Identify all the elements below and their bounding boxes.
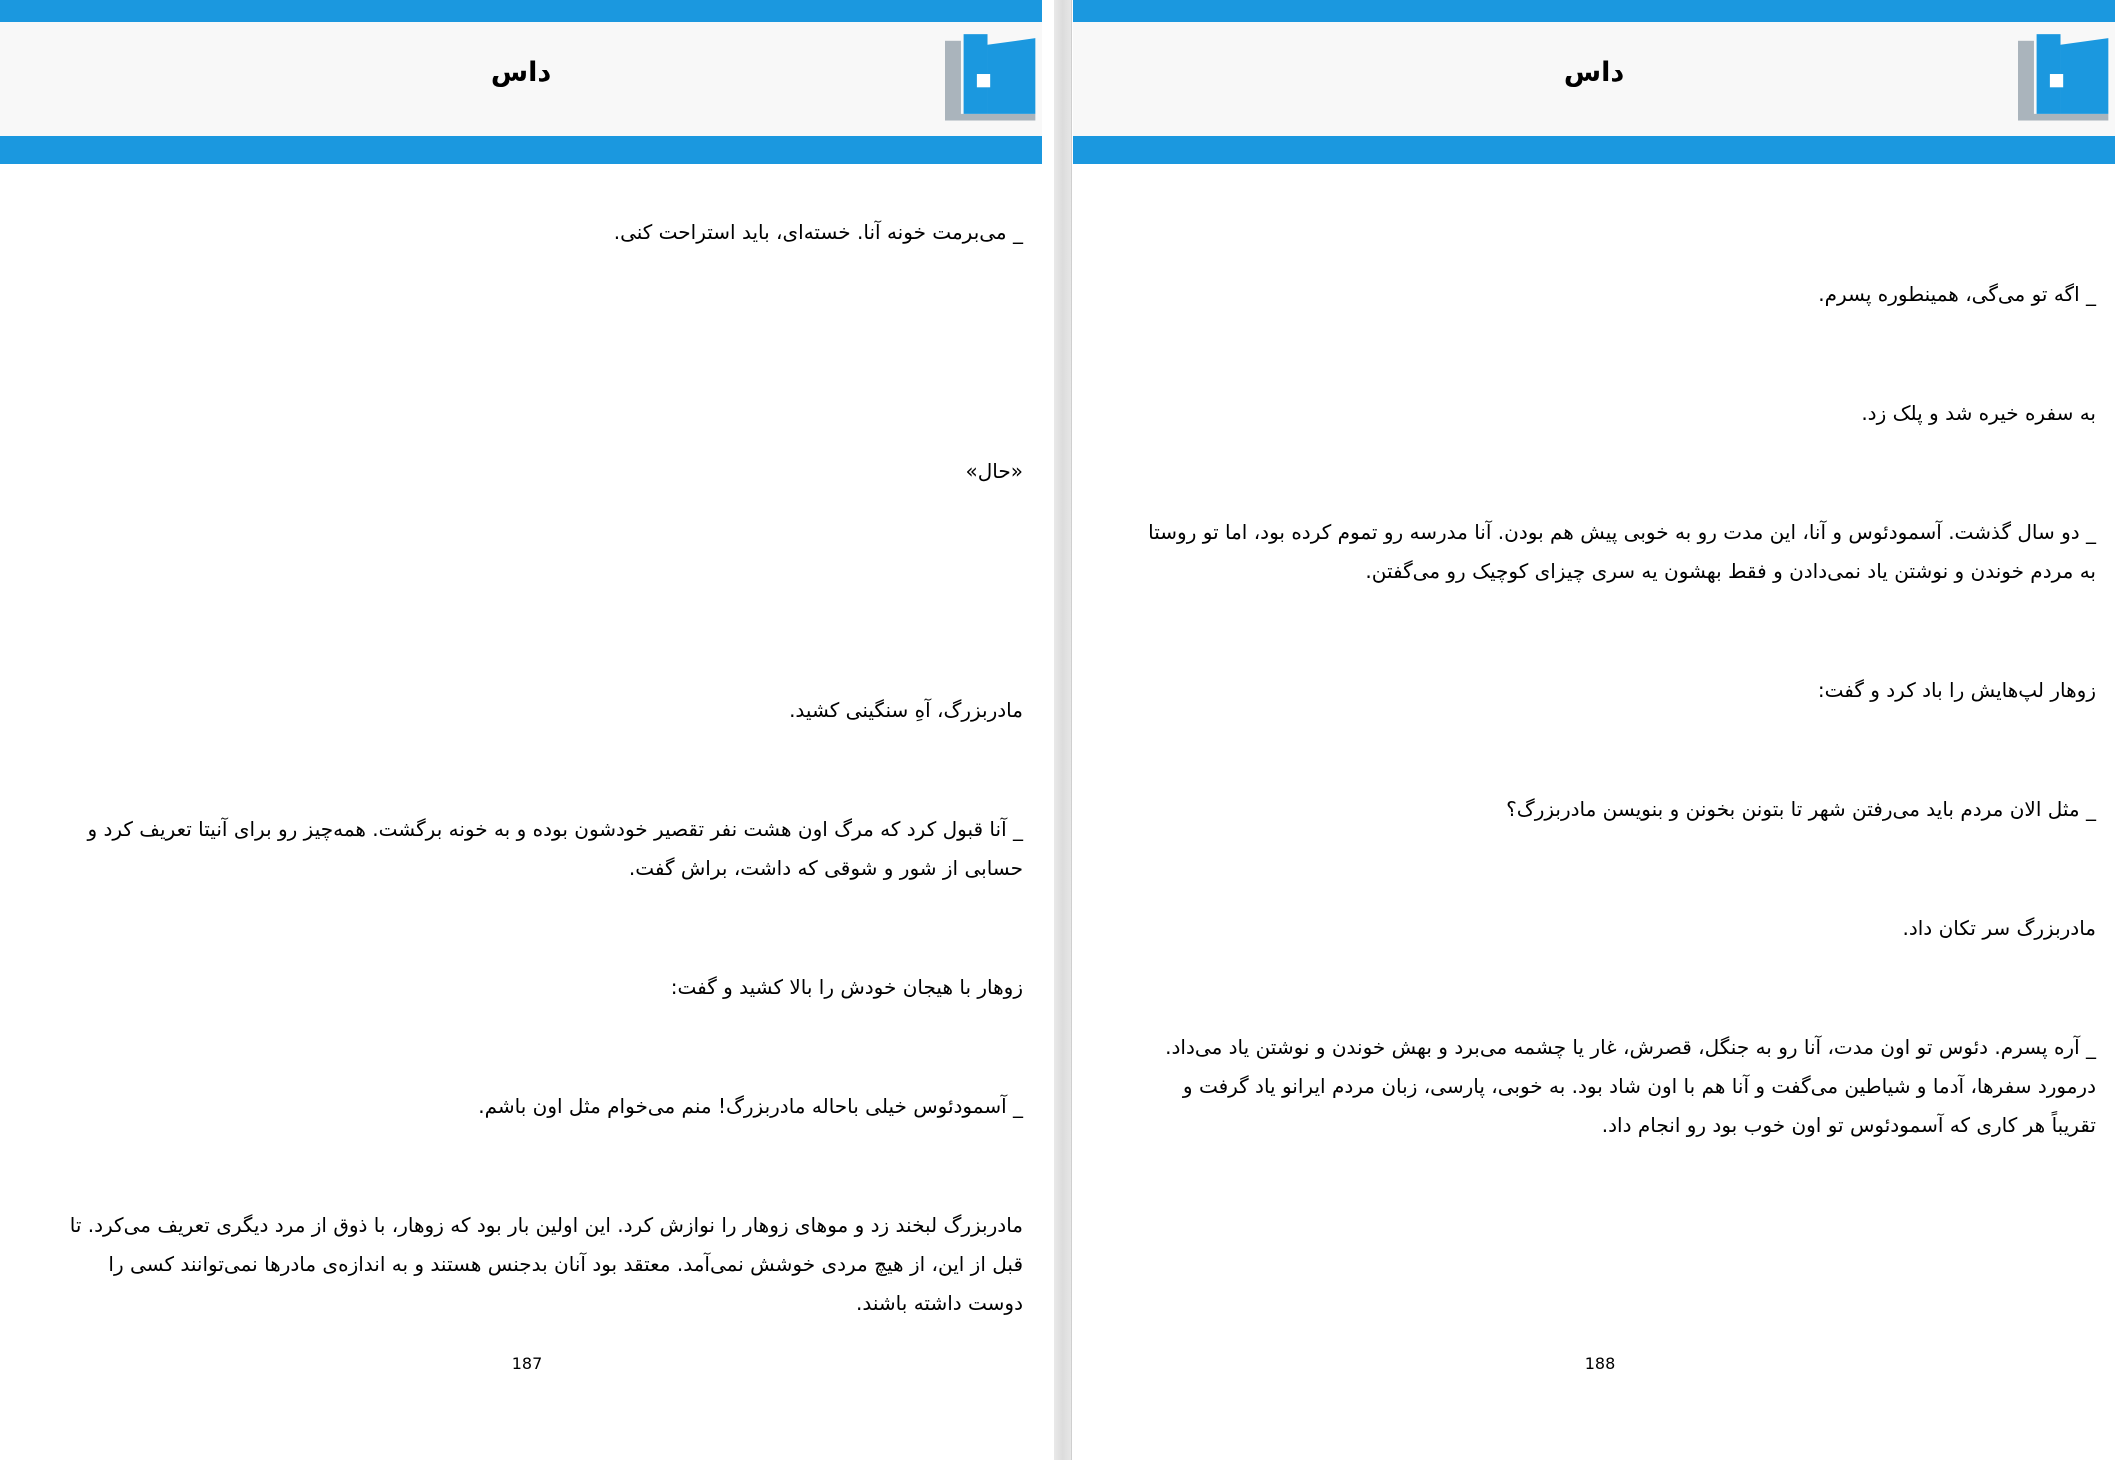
paragraph: مادربزرگ سر تکان داد. [1902, 916, 2096, 940]
book-page-left [0, 0, 1054, 1460]
paragraph: _ مثل الان مردم باید می‌رفتن شهر تا بتونن بخونن و بنویسن مادربزرگ؟ [1506, 797, 2096, 821]
page-body [1133, 275, 2096, 1145]
paragraph: به سفره خیره شد و پلک زد. [1861, 401, 2096, 425]
paragraph: _ می‌برمت خونه آنا. خسته‌ای، باید استراحت کنی. [613, 220, 1023, 244]
page-header [0, 0, 1042, 164]
paragraph: زوهار لپ‌هایش را باد کرد و گفت: [1817, 678, 2096, 702]
page-body [60, 213, 1023, 1323]
paragraph: زوهار با هیجان خودش را بالا کشید و گفت: [670, 975, 1023, 999]
header-top-bar [1073, 0, 2115, 22]
header-bottom-bar [1073, 136, 2115, 164]
page-title: داس [1563, 57, 1625, 88]
publisher-logo-icon [945, 34, 1038, 122]
publisher-logo-icon [2018, 34, 2111, 122]
page-number: 187 [511, 1354, 543, 1373]
paragraph: مادربزرگ لبخند زد و موهای زوهار را نوازش کرد. این اولین بار بود که زوهار، با ذوق از مرد دیگری تعریف می‌کرد. تا قبل از این، از هیچ مردی خوشش نمی‌آمد. معتقد بود آنان بدجنس هستند و به اندازه‌ی مادرها نمی‌توانند کسی را دوست داشته باشند. [69, 1213, 1023, 1315]
page-title: داس [490, 57, 552, 88]
book-page-right [1071, 0, 2116, 1460]
page-header [1073, 0, 2115, 164]
page-number: 188 [1584, 1354, 1616, 1373]
paragraph: «حال» [965, 459, 1023, 483]
paragraph: _ آسمودئوس خیلی باحاله مادربزرگ! منم می‌خوام مثل اون باشم. [478, 1094, 1023, 1118]
header-bottom-bar [0, 136, 1042, 164]
page-gutter [1054, 0, 1071, 1460]
paragraph: _ آنا قبول کرد که مرگ اون هشت نفر تقصیر خودشون بوده و به خونه برگشت. همه‌چیز رو برای آنیتا تعریف کرد و حسابی از شور و شوقی که داشت، براش گفت. [87, 817, 1023, 880]
paragraph: _ دو سال گذشت. آسمودئوس و آنا، این مدت رو به خوبی پیش هم بودن. آنا مدرسه رو تموم کرده بود، اما تو روستا به مردم خوندن و نوشتن یاد نمی‌دادن و فقط بهشون یه سری چیزای کوچیک رو می‌گفتن. [1148, 520, 2096, 583]
paragraph: _ اگه تو می‌گی، همینطوره پسرم. [1818, 282, 2096, 306]
header-top-bar [0, 0, 1042, 22]
paragraph: مادربزرگ، آهِ سنگینی کشید. [789, 698, 1023, 722]
paragraph: _ آره پسرم. دئوس تو اون مدت، آنا رو به جنگل، قصرش، غار یا چشمه می‌برد و بهش خوندن و نوشتن یاد می‌داد. درمورد سفرها، آدما و شیاطین می‌گفت و آنا هم با اون شاد بود. به خوبی، پارسی، زبان مردم ایرانو یاد گرفت و تقریباً هر کاری که آسمودئوس تو اون خوب بود رو انجام داد. [1165, 1035, 2096, 1137]
